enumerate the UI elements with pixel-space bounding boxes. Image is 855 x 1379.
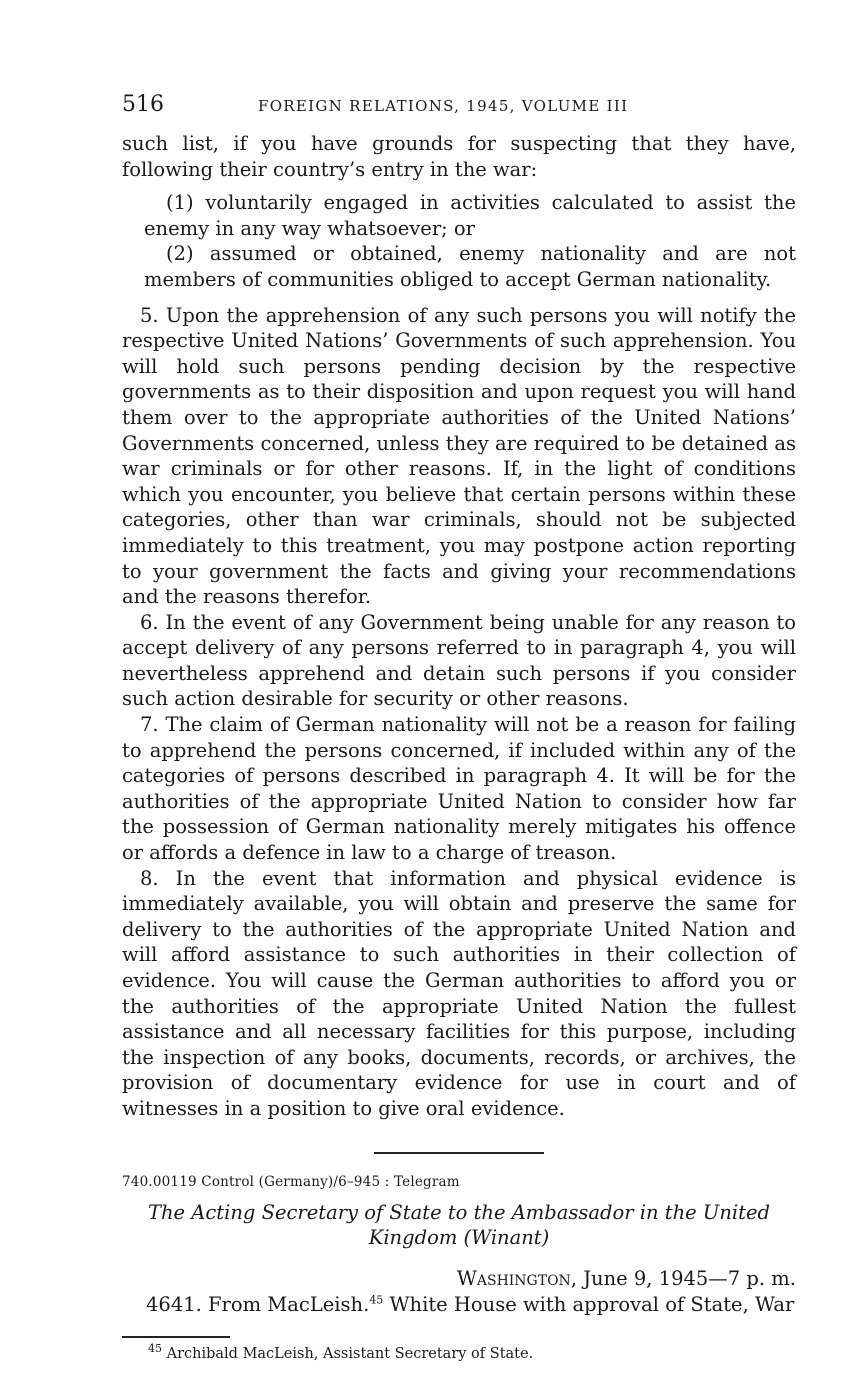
footnote <box>122 1341 796 1362</box>
dateline-date: , June 9, 1945—7 p. m. <box>570 1266 796 1290</box>
footnote-ref[interactable]: 45 <box>369 1293 384 1307</box>
running-title: FOREIGN RELATIONS, 1945, VOLUME III <box>258 97 629 115</box>
file-reference: 740.00119 Control (Germany)/6–945 : Telegram <box>122 1173 460 1190</box>
document-page <box>122 92 796 1362</box>
continuation-paragraph: such list, if you have grounds for suspecting that they have, following their country’s entry in the war: <box>122 132 796 181</box>
list-item: (1) voluntarily engaged in activities calculated to assist the enemy in any way whatsoever; or <box>144 191 796 240</box>
telegram-text: White House with approval of State, War <box>383 1292 795 1316</box>
dateline <box>122 1266 796 1292</box>
telegram-first-line <box>122 1292 796 1318</box>
document-title: The Acting Secretary of State to the Ambassador in the United Kingdom (Winant) <box>147 1200 771 1249</box>
page-header <box>122 92 796 117</box>
footnote-text: Archibald MacLeish, Assistant Secretary of State. <box>162 1345 534 1362</box>
paragraph-5: 5. Upon the apprehension of any such persons you will notify the respective United Nations’ Governments of such apprehension. You will hold such persons pending decision by the respective governments as to their disposition and upon request you will hand them over to the appropriate authorities of the United Nations’ Governments concerned, unless they are required to be detained as war criminals or for other reasons. If, in the light of conditions which you encounter, you believe that certain persons within these categories, other than war criminals, should not be subjected immediately to this treatment, you may postpone action reporting to your government the facts and giving your recommendations and the reasons therefor. <box>122 303 796 609</box>
paragraph-8: 8. In the event that information and physical evidence is immediately available, you will obtain and preserve the same for delivery to the authorities of the appropriate United Nation and will afford assistance to such authorities in their collection of evidence. You will cause the German authorities to afford you or the authorities of the appropriate United Nation the fullest assistance and all necessary facilities for this purpose, including the inspection of any books, documents, records, or archives, the provision of documentary evidence for use in court and of witnesses in a position to give oral evidence. <box>122 866 796 1120</box>
page-number: 516 <box>122 92 164 117</box>
footnote-marker: 45 <box>148 1341 162 1355</box>
paragraph-6: 6. In the event of any Government being unable for any reason to accept delivery of any persons referred to in paragraph 4, you will nevertheless apprehend and detain such persons if you consider such action desirable for security or other reasons. <box>122 610 796 711</box>
telegram-opening: 4641. From MacLeish. <box>146 1292 370 1316</box>
body-text <box>122 131 796 1122</box>
footnote-divider <box>122 1336 230 1338</box>
section-divider <box>374 1152 544 1154</box>
dateline-place: Washington <box>456 1266 571 1290</box>
list-item: (2) assumed or obtained, enemy nationality and are not members of communities obliged to accept German nationality. <box>144 242 796 291</box>
paragraph-7: 7. The claim of German nationality will not be a reason for failing to apprehend the persons concerned, if included within any of the categories of persons described in paragraph 4. It will be for the authorities of the appropriate United Nation to consider how far the possession of German nationality merely mitigates his offence or affords a defence in law to a charge of treason. <box>122 713 796 865</box>
category-list <box>144 190 796 292</box>
